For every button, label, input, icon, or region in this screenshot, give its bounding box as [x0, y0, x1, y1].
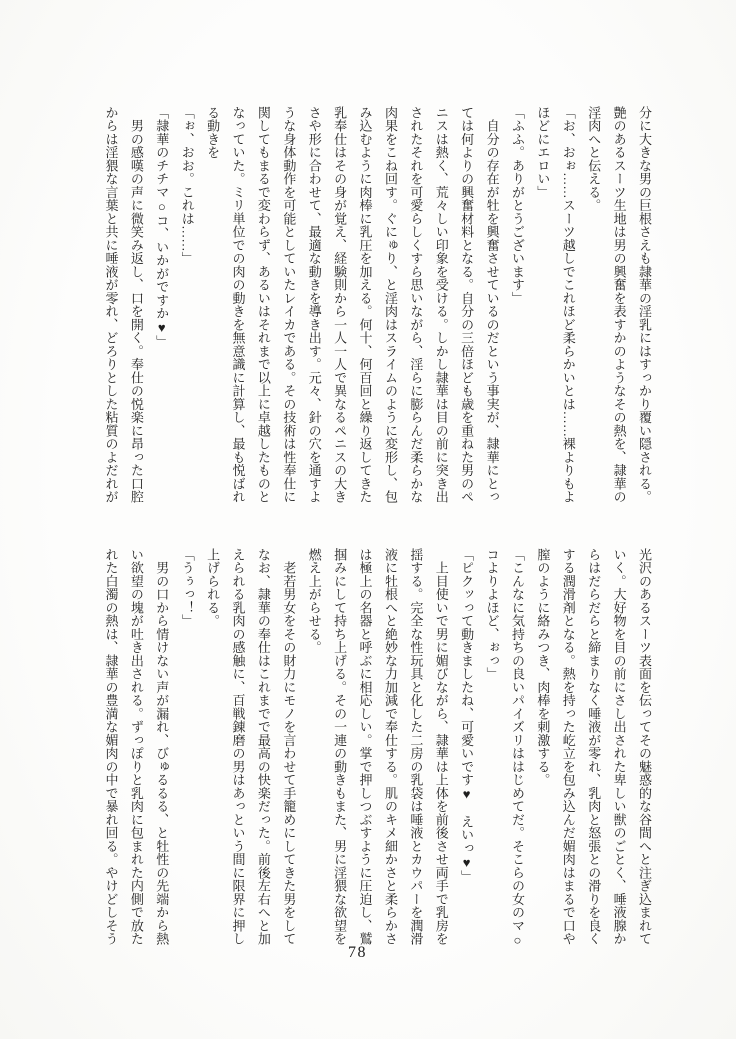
- text-column: 男の口から情けない声が漏れ、びゅるるる、と牡性の先端から熱: [154, 548, 170, 946]
- text-column: 分に大きな男の巨根さえも隷華の淫乳にはすっかり覆い隠される。: [637, 106, 652, 504]
- text-column: み込むように肉棒に乳圧を加える。何十、何百回と繰り返してきた: [357, 106, 373, 504]
- text-block-bottom: [98, 548, 657, 948]
- text-column: 関してもまるで変わらず、あるいはそれまで以上に卓越したものと: [255, 106, 271, 504]
- text-column: 淫肉へと伝える。: [586, 106, 602, 212]
- text-column: 「こんなに気持ちの良いパイズリははじめてだ。そこらの女のマ○: [509, 548, 525, 948]
- text-column: 「ピクッって動きましたね、可愛いです♥ えいっ♥」: [459, 548, 475, 884]
- page-number: 78: [348, 944, 367, 961]
- text-column: 揺する。完全な性玩具と化した二房の乳袋は唾液とカウパーを潤滑: [408, 548, 424, 946]
- text-column: 老若男女をその財力にモノを言わせて手籠めにしてきた男をして: [281, 548, 297, 946]
- text-column: えられる乳肉の感触に、百戦錬磨の男はあっという間に限界に押し: [230, 548, 246, 946]
- text-column: コよりよほど、ぉっ」: [484, 548, 500, 681]
- text-column: 掴みにして持ち上げる。その一連の動きもまた、男に淫猥な欲望を: [332, 548, 348, 946]
- text-column: 液に牡根へと絶妙な力加減で奉仕する。肌のキメ細かさと柔らかさ: [382, 548, 398, 946]
- text-column: らはだらだらと締まりなく唾液が零れ、乳肉と怒張との滑りを良く: [586, 548, 602, 946]
- text-column: れた白濁の熱は、隷華の豊満な媚肉の中で暴れ回る。やけどしそう: [103, 548, 119, 946]
- text-column: 光沢のあるスーツ表面を伝ってその魅惑的な谷間へと注ぎ込まれて: [637, 548, 652, 946]
- text-column: からは淫猥な言葉と共に唾液が零れ、どろりとした粘質のよだれが: [103, 106, 119, 504]
- text-block-top: [98, 106, 657, 504]
- text-column: されたそれを可愛らしくすら思いながら、淫らに膨らんだ柔らかな: [408, 106, 424, 504]
- text-column: 「ふふ。ありがとうございます」: [509, 106, 525, 305]
- text-column: る動きを: [205, 106, 221, 159]
- text-column: 膣のように絡みつき、肉棒を刺激する。: [535, 548, 551, 787]
- text-column: 上げられる。: [205, 548, 221, 628]
- text-column: いく。大好物を目の前にさし出された卑しい獣のごとく、唾液腺か: [611, 548, 627, 946]
- text-column: 自分の存在が牡を興奮させているのだという事実が、隷華にとっ: [484, 106, 500, 504]
- text-column: 燃え上がらせる。: [306, 548, 322, 654]
- text-column: ては何よりの興奮材料となる。自分の三倍ほども歳を重ねた男のペ: [459, 106, 475, 504]
- text-column: い欲望の塊が吐き出される。ずっぽりと乳肉に包まれた内側で放た: [128, 548, 144, 946]
- text-column: さや形に合わせて、最適な動きを導き出す。元々、針の穴を通すよ: [306, 106, 322, 504]
- text-column: 「うぅっ！」: [179, 548, 195, 628]
- text-column: 男の感嘆の声に微笑み返し、口を開く。奉仕の悦楽に昂った口腔: [128, 106, 144, 504]
- text-column: 肉果をこね回す。ぐにゅり、と淫肉はスライムのように変形し、包: [382, 106, 398, 504]
- text-column: 艶のあるスーツ生地は男の興奮を表すかのようなその熱を、隷華の: [611, 106, 627, 504]
- text-column: 乳奉仕はその身が覚え、経験則から一人一人で異なるペニスの大き: [332, 106, 348, 504]
- text-column: ほどにエロい」: [535, 106, 551, 199]
- text-column: なお、隷華の奉仕はこれまでで最高の快楽だった。前後左右へと加: [255, 548, 271, 946]
- text-column: ニスは熱く、荒々しい印象を受ける。しかし隷華は目の前に突き出: [433, 106, 449, 504]
- text-column: 「お、おぉ……スーツ越しでこれほど柔らかいとは……裸よりもよ: [560, 106, 576, 504]
- text-column: なっていた。ミリ単位での肉の動きを無意識に計算し、最も悦ばれ: [230, 106, 246, 504]
- text-column: は極上の名器と呼ぶに相応しい。掌で押しつぶすように圧迫し、鷲: [357, 548, 373, 946]
- text-column: 上目使いで男に媚びながら、隷華は上体を前後させ両手で乳房を: [433, 548, 449, 946]
- text-column: 「ぉ、おお。これは……」: [179, 106, 195, 265]
- text-column: する潤滑剤となる。熱を持った屹立を包み込んだ媚肉はまるで口や: [560, 548, 576, 946]
- text-column: うな身体動作を可能としていたレイカである。その技術は性奉仕に: [281, 106, 297, 504]
- text-column: 「隷華のチチマ○コ、いかがですか♥」: [154, 106, 170, 349]
